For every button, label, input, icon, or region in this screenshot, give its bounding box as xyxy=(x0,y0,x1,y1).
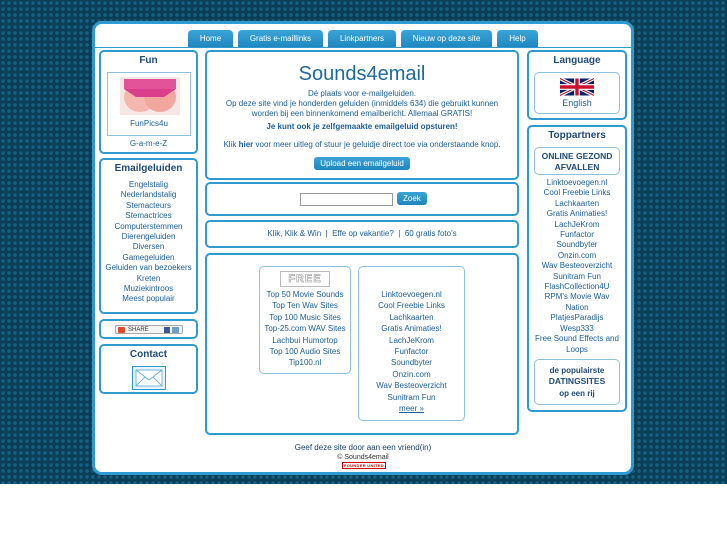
mail-envelope-icon[interactable] xyxy=(132,366,166,390)
free-badge: FREE xyxy=(280,271,330,287)
nav-divider xyxy=(95,47,631,48)
founder-badge[interactable]: FOUNDER UNITED xyxy=(342,462,386,469)
toppartner-link[interactable]: Onzin.com xyxy=(557,250,597,260)
contact-title: Contact xyxy=(129,349,168,360)
gezond-afvallen-ad[interactable]: ONLINE GEZOND AFVALLEN xyxy=(534,147,620,175)
dating-line-1: de populairste xyxy=(549,365,605,375)
category-link[interactable]: Diversen xyxy=(132,242,165,252)
toppartner-link[interactable]: Funfactor xyxy=(560,230,594,240)
toppartner-link[interactable]: Soundbyter xyxy=(556,240,598,250)
promo-box xyxy=(205,220,519,248)
page-title: Sounds4email xyxy=(298,63,426,85)
linkpartner-link[interactable]: Sunitram Fun xyxy=(387,392,436,402)
site-container xyxy=(92,21,634,475)
share-button[interactable] xyxy=(115,325,183,334)
toppartner-link[interactable]: Wesp333 xyxy=(560,323,594,333)
category-link[interactable]: Computerstemmen xyxy=(114,221,183,231)
dating-line-2: DATINGSITES xyxy=(548,376,606,387)
intro-line-1: Dé plaats voor e-mailgeluiden. xyxy=(307,89,417,98)
emailgeluiden-box xyxy=(99,158,198,314)
search-button[interactable]: Zoek xyxy=(397,192,427,205)
toppartner-link[interactable]: PlatjesParadijs xyxy=(550,313,604,323)
toppartner-link[interactable]: LachJeKrom xyxy=(554,219,600,229)
category-link[interactable]: Stemactrices xyxy=(125,211,172,221)
toppartner-link[interactable]: Lachkaarten xyxy=(554,198,600,208)
language-title: Language xyxy=(553,55,601,66)
funpics-caption[interactable]: FunPics4u xyxy=(130,119,168,128)
toppartner-link[interactable]: Gratis Animaties! xyxy=(546,209,608,219)
category-link[interactable]: Gamegeluiden xyxy=(122,252,175,262)
dating-line-3: op een rij xyxy=(559,388,595,398)
search-box xyxy=(205,182,519,216)
uitleg-text: voor meer uitleg of stuur je geluidje direct toe via onderstaande knop. xyxy=(253,140,501,149)
tab-help[interactable]: Help xyxy=(497,30,538,48)
intro-box xyxy=(205,50,519,180)
linkpartner-link[interactable]: Cool Freebie Links xyxy=(378,301,445,311)
toppartners-title: Toppartners xyxy=(548,130,606,141)
category-link[interactable]: Kreten xyxy=(136,273,161,283)
promo-separator: | xyxy=(398,229,401,238)
contact-box xyxy=(99,344,198,394)
linkpartner-link[interactable]: Wav Besteoverzicht xyxy=(376,381,447,391)
top-navigation xyxy=(95,30,631,48)
toppartner-link[interactable]: Wav Besteoverzicht xyxy=(541,261,613,271)
upload-button[interactable]: Upload een emailgeluid xyxy=(314,157,410,170)
tab-home[interactable]: Home xyxy=(188,30,233,48)
games-link[interactable]: G-a-m-e-Z xyxy=(129,139,168,148)
top-site-link[interactable]: Top-25.com WAV Sites xyxy=(264,324,346,334)
intro-line-3: worden bij een binnenkomend emailbericht. Allemaal GRATIS! xyxy=(251,109,473,118)
language-label[interactable]: English xyxy=(562,98,592,108)
top-site-link[interactable]: Top 100 Music Sites xyxy=(269,312,341,322)
category-link[interactable]: Nederlandstalig xyxy=(120,190,177,200)
language-box xyxy=(527,50,627,120)
fun-title: Fun xyxy=(139,55,158,66)
language-option[interactable] xyxy=(534,72,620,114)
top-sites-list xyxy=(259,266,351,374)
toppartner-link[interactable]: FlashCollection4U xyxy=(544,282,610,292)
top-site-link[interactable]: Lachbui Humortop xyxy=(272,335,338,345)
toppartner-link[interactable]: RPM's Movie Wav Nation xyxy=(544,292,610,312)
top-site-link[interactable]: Tip100.nl xyxy=(288,358,322,368)
promo-separator: | xyxy=(325,229,328,238)
toppartners-list xyxy=(529,178,625,355)
intro-line-2: Op deze site vind je honderden geluiden (inmiddels 634) die gebruikt kunnen xyxy=(225,99,499,108)
linkpartner-link[interactable]: Soundbyter xyxy=(391,358,432,368)
top-site-link[interactable]: Top 50 Movie Sounds xyxy=(266,290,344,299)
share-box xyxy=(99,319,198,339)
linkpartner-link[interactable]: Linktoevoegen.nl xyxy=(381,290,442,299)
emailgeluiden-list xyxy=(101,180,196,305)
toppartner-link[interactable]: Linktoevoegen.nl xyxy=(546,178,608,187)
toppartner-link[interactable]: Sunitram Fun xyxy=(552,271,602,281)
funpics-image[interactable] xyxy=(120,77,180,115)
recommend-link[interactable]: Geef deze site door aan een vriend(in) xyxy=(294,443,432,452)
fun-box xyxy=(99,50,198,154)
submit-own-sound-text: Je kunt ook je zelfgemaakte emailgeluid opsturen! xyxy=(266,122,458,131)
linkpartners-list xyxy=(358,266,465,421)
category-link[interactable]: Engelstalig xyxy=(128,180,169,189)
hier-link[interactable]: hier xyxy=(238,140,254,149)
promo-link[interactable]: Klik, Klik & Win xyxy=(267,229,322,238)
category-link[interactable]: Stemacteurs xyxy=(126,200,171,210)
funpics-frame[interactable] xyxy=(107,72,191,136)
tab-linkpartners[interactable]: Linkpartners xyxy=(328,30,396,48)
uk-flag-icon[interactable] xyxy=(560,78,594,96)
category-link[interactable]: Muziekintroos xyxy=(123,284,174,294)
toppartners-box xyxy=(527,125,627,412)
email-share-icon xyxy=(172,327,179,333)
klik-text: Klik xyxy=(223,140,239,149)
more-link[interactable]: meer » xyxy=(399,404,424,414)
linkpartner-link[interactable]: Gratis Animaties! xyxy=(381,324,442,334)
tab-nieuw-op-deze-site[interactable]: Nieuw op deze site xyxy=(401,30,492,48)
top-site-link[interactable]: Top 100 Audio Sites xyxy=(269,347,341,357)
toppartner-link[interactable]: Free Sound Effects and Loops xyxy=(535,334,619,354)
facebook-icon xyxy=(164,327,170,333)
category-link[interactable]: Meest populair xyxy=(122,294,175,304)
toppartner-link[interactable]: Cool Freebie Links xyxy=(543,188,611,198)
category-link[interactable]: Geluiden van bezoekers xyxy=(105,263,192,273)
tab-gratis-e-maillinks[interactable]: Gratis e-maillinks xyxy=(238,30,323,48)
linkpartner-link[interactable]: Lachkaarten xyxy=(389,312,434,322)
linkpartner-link[interactable]: Funfactor xyxy=(394,347,429,357)
linkpartner-link[interactable]: LachJeKrom xyxy=(389,335,434,345)
emailgeluiden-title: Emailgeluiden xyxy=(114,163,183,174)
search-input[interactable] xyxy=(300,193,393,206)
top-site-link[interactable]: Top Ten Wav Sites xyxy=(272,301,338,311)
upload-instructions xyxy=(207,140,517,150)
promo-link[interactable]: 60 gratis foto's xyxy=(404,229,457,238)
linkpartner-link[interactable]: Onzin.com xyxy=(392,369,431,379)
share-plus-icon xyxy=(118,327,125,333)
links-box xyxy=(205,253,519,435)
datingsites-ad[interactable] xyxy=(534,359,620,405)
share-label: SHARE xyxy=(128,327,149,333)
copyright: © Sounds4email xyxy=(337,454,389,461)
promo-link[interactable]: Effe op vakantie? xyxy=(332,229,394,238)
category-link[interactable]: Dierengeluiden xyxy=(121,232,176,242)
promo-links xyxy=(207,229,517,239)
